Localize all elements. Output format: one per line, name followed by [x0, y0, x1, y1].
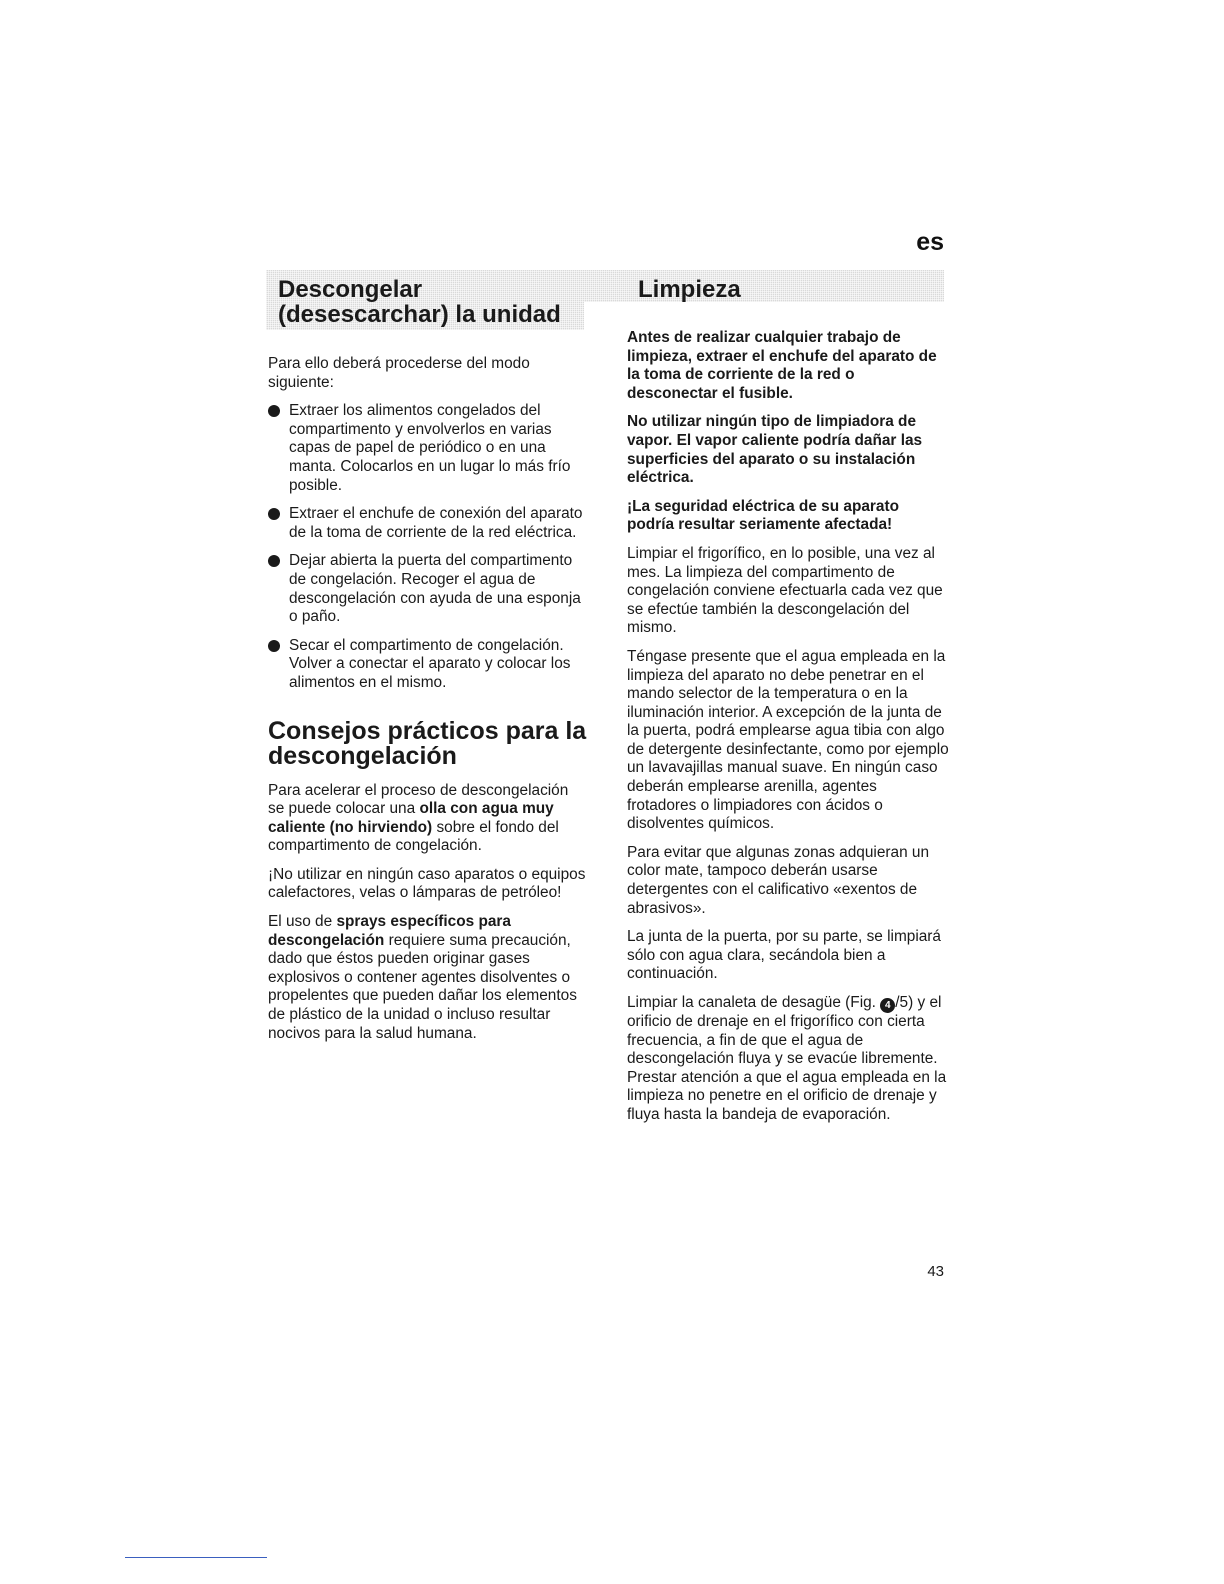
tips-subheading: Consejos prácticos para la descongelación — [268, 716, 587, 770]
defrost-heading-line2: (desescarchar) la unidad — [278, 301, 561, 328]
cleaning-paragraph-1: Limpiar el frigorífico, en lo posible, una vez al mes. La limpieza del compartimento de congelación conviene efectuarla cada vez que se efectúe también la descongelación del mismo. — [627, 544, 943, 637]
bullet-icon — [268, 405, 280, 417]
list-item-text: Extraer el enchufe de conexión del aparato de la toma de corriente de la red eléctrica. — [289, 505, 583, 541]
left-column — [268, 355, 588, 1053]
list-item — [268, 637, 588, 693]
warning-unplug: Antes de realizar cualquier trabajo de limpieza, extraer el enchufe del aparato de la toma de corriente de la red o desconectar el fusible. — [627, 329, 937, 402]
cleaning-paragraph-2: Téngase presente que el agua empleada en la limpieza del aparato no debe penetrar en el mando selector de la temperatura o en la iluminación interior. A excepción de la junta de la puerta, podrá emplearse agua tibia con algo de detergente desinfectante, como por ejemplo un lavavajillas manual suave. En ningún caso deberán emplearse arenilla, agentes frotadores o limpiadores con ácidos o disolventes químicos. — [627, 647, 949, 833]
tip-paragraph-3: El uso de sprays específicos para descongelación requiere suma precaución, dado que éstos pueden originar gases explosivos o contener agentes disolventes o propelentes que pueden dañar los elementos de plástico de la unidad o incluso resultar nocivos para la salud humana. — [268, 913, 577, 1042]
bullet-icon — [268, 508, 280, 520]
cleaning-paragraph-3: Para evitar que algunas zonas adquieran un color mate, tampoco deberán usarse detergentes con el calificativo «exentos de abrasivos». — [627, 843, 930, 917]
list-item-text: Dejar abierta la puerta del compartimento de congelación. Recoger el agua de descongelación con ayuda de una esponja o paño. — [289, 552, 581, 626]
figure-number-badge: 4 — [880, 998, 895, 1013]
list-item — [268, 402, 588, 495]
list-item — [268, 552, 588, 626]
list-item-text: Extraer los alimentos congelados del compartimento y envolverlos en varias capas de papel de periódico o en una manta. Colocarlos en un lugar lo más frío posible. — [289, 402, 571, 494]
page-number: 43 — [927, 1263, 944, 1280]
list-item — [268, 505, 588, 542]
list-item-text: Secar el compartimento de congelación. Volver a conectar el aparato y colocar los alimentos en el mismo. — [289, 636, 571, 691]
bullet-icon — [268, 555, 280, 567]
defrost-steps-list — [268, 402, 588, 692]
cleaning-heading: Limpieza — [638, 276, 741, 303]
footer-rule — [125, 1557, 267, 1558]
bullet-icon — [268, 640, 280, 652]
language-code: es — [916, 228, 944, 256]
defrost-heading — [278, 277, 561, 327]
tip-paragraph-2: ¡No utilizar en ningún caso aparatos o equipos calefactores, velas o lámparas de petróleo! — [268, 865, 586, 902]
intro-text: Para ello deberá procederse del modo siguiente: — [268, 355, 530, 391]
warning-electrical-safety: ¡La seguridad eléctrica de su aparato podría resultar seriamente afectada! — [627, 497, 899, 534]
defrost-heading-line1: Descongelar — [278, 276, 423, 303]
tip-paragraph-1: Para acelerar el proceso de descongelación se puede colocar una olla con agua muy caliente (no hirviendo) sobre el fondo del compartimento de congelación. — [268, 781, 569, 855]
warning-steam: No utilizar ningún tipo de limpiadora de vapor. El vapor caliente podría dañar las superficies del aparato o su instalación eléctrica. — [627, 413, 923, 487]
cleaning-paragraph-4: La junta de la puerta, por su parte, se limpiará sólo con agua clara, secándola bien a continuación. — [627, 928, 941, 983]
right-column — [627, 329, 949, 1135]
cleaning-paragraph-5: Limpiar la canaleta de desagüe (Fig. 4 /5) y el orificio de drenaje en el frigorífico con cierta frecuencia, a fin de que el agua de descongelación fluya y se evacúe libremente. Prestar atención a que el agua empleada en la limpieza no penetre en el orificio de drenaje y fluya hasta la bandeja de evaporación. — [627, 994, 947, 1123]
